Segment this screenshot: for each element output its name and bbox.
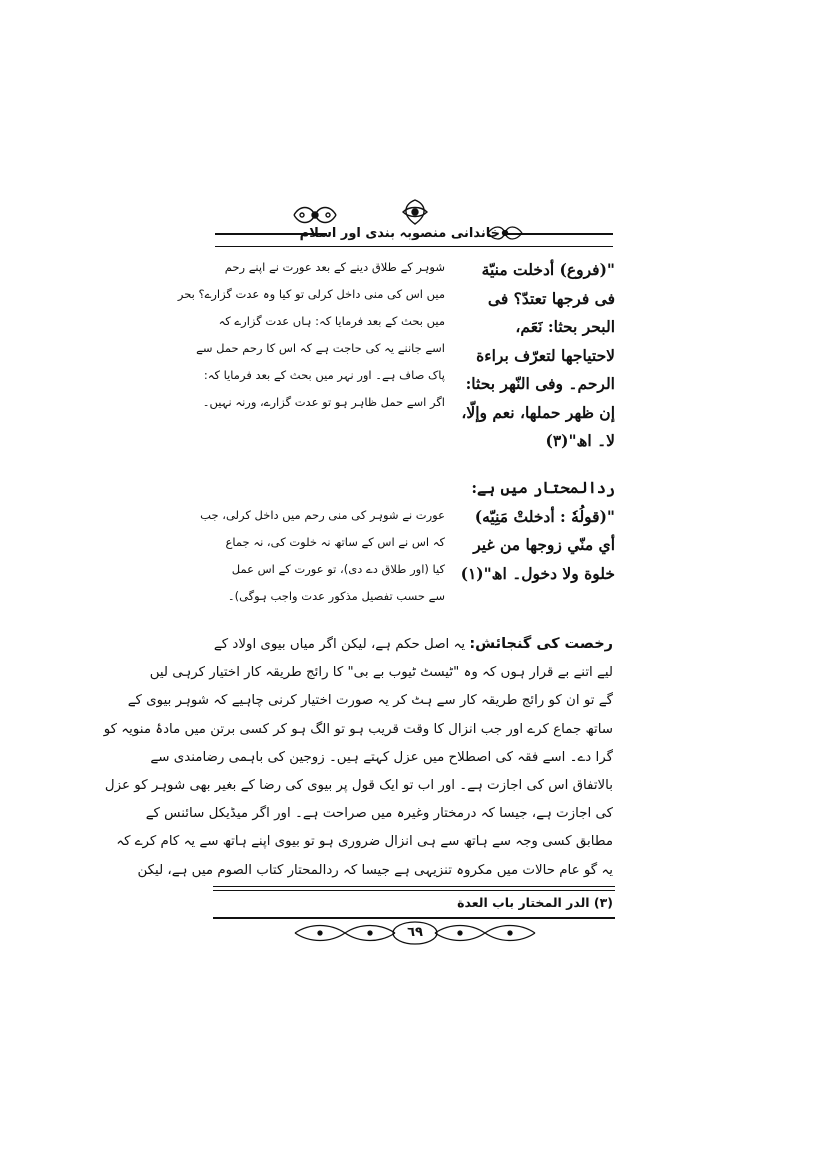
- paragraph-line: کی اجازت ہے، جیسا کہ درمختار وغیرہ میں صراحت ہے۔ اور اگر میڈیکل سائنس کے: [145, 806, 613, 822]
- paragraph-line: [215, 630, 613, 659]
- urdu-line: کہ اس نے اس کے ساتھ نہ خلوت کی، نہ جماع: [225, 535, 445, 549]
- urdu-line: عورت نے شوہر کی منی رحم میں داخل کرلی، جب: [200, 508, 445, 522]
- paragraph-line: لیے اتنے بے قرار ہوں کہ وہ "ٹیسٹ ٹیوب بے بی" کا رائج طریقہ کار اختیار کرہی لیں: [149, 665, 613, 681]
- main-paragraph: [103, 630, 613, 885]
- arabic-line: "(قولُهٗ : أدخلتْ مَنِيّه): [474, 506, 615, 526]
- page-number: ٦٩: [407, 925, 423, 940]
- urdu-line: سے حسب تفصیل مذکور عدت واجب ہوگی)۔: [227, 589, 445, 603]
- arabic-line: أي منّي زوجها من غير: [473, 535, 615, 554]
- arabic-line: ردالمحتار میں ہے:: [471, 478, 615, 497]
- header-ornament-left-icon: [290, 203, 340, 227]
- urdu-line: میں اس کی منی داخل کرلی تو کیا وہ عدت گزارے؟ بحر: [177, 287, 445, 301]
- arabic-line: الرحم۔ وفی النّهر بحثا:: [465, 374, 615, 393]
- arabic-line: "(فروع) أدخلت منيّة: [481, 260, 615, 279]
- footnote-rule-top: [213, 886, 615, 887]
- paragraph-line: بالاتفاق اس کی اجازت ہے۔ اور اب تو ایک قول پر بیوی کی رضا کے بغیر بھی شوہر کو عزل: [104, 778, 613, 794]
- running-title: خاندانی منصوبہ بندی اور اسلام: [299, 226, 500, 241]
- header-ornament-center-icon: [395, 198, 435, 226]
- footer-rule: [213, 917, 615, 919]
- arabic-line: لاحتياجها لتعرّف براءة: [476, 345, 615, 365]
- urdu-translation-2: [200, 502, 445, 610]
- arabic-line: لا۔ اھ"(٣): [545, 431, 615, 450]
- footnote-marker: (٣): [593, 895, 613, 910]
- urdu-line: اسے جاننے یہ کی حاجت ہے کہ اس کا رحم حمل سے: [196, 341, 445, 355]
- arabic-line: خلوة ولا دخول۔ اھ"(١): [460, 563, 615, 583]
- paragraph-line: ساتھ جماع کرے اور جب انزال کا وقت قریب ہو تو الگ ہو کر کسی برتن میں مادۂ منویہ کو: [103, 721, 613, 737]
- arabic-quote-2: [455, 474, 615, 588]
- paragraph-line: مطابق کسی وجہ سے ہاتھ سے ہی انزال ضروری ہو تو بیوی اپنے ہاتھ سے یہ کام کرے کہ: [116, 834, 613, 850]
- arabic-line: فی فرجها تعتدّ؟ فی: [487, 288, 615, 308]
- paragraph-line: یہ گو عام حالات میں مکروہ تنزیہی ہے جیسا کہ ردالمحتار کتاب الصوم میں ہے، لیکن: [137, 862, 613, 878]
- urdu-line: پاک صاف ہے۔ اور نہر میں بحث کے بعد فرمایا کہ:: [203, 368, 445, 382]
- footnote-text: الدر المختار باب العدة: [457, 895, 590, 910]
- section-heading: رخصت کی گنجائش:: [469, 636, 613, 652]
- footnote-rule-top-2: [213, 890, 615, 891]
- arabic-line: البحر بحثا: نَعَم،: [515, 317, 615, 336]
- paragraph-first-line-text: یہ اصل حکم ہے، لیکن اگر میاں بیوی اولاد کے: [213, 637, 470, 652]
- arabic-line: إن ظهر حملها، نعم وإلّا،: [461, 402, 615, 422]
- paragraph-line: گرا دے۔ اسے فقہ کی اصطلاح میں عزل کہتے ہیں۔ زوجین کی باہمی رضامندی سے: [150, 749, 613, 765]
- urdu-translation-1: [177, 254, 445, 416]
- paragraph-line: گے تو ان کو رائج طریقہ کار سے ہٹ کر یہ صورت اختیار کرنی چاہیے کہ شوہر بیوی کے: [127, 693, 613, 709]
- header-rule-bottom: [215, 246, 613, 247]
- footnote: [215, 895, 613, 910]
- urdu-line: شوہر کے طلاق دینے کے بعد عورت نے اپنے رحم: [224, 260, 445, 274]
- urdu-line: اگر اسے حمل ظاہر ہو تو عدت گزارے، ورنہ نہیں۔: [202, 395, 445, 409]
- arabic-quote-1: [455, 256, 615, 456]
- urdu-line: کیا (اور طلاق دے دی)، تو عورت کے اس عمل: [231, 562, 445, 576]
- urdu-line: میں بحث کے بعد فرمایا کہ: ہاں عدت گزارے کہ: [218, 314, 445, 328]
